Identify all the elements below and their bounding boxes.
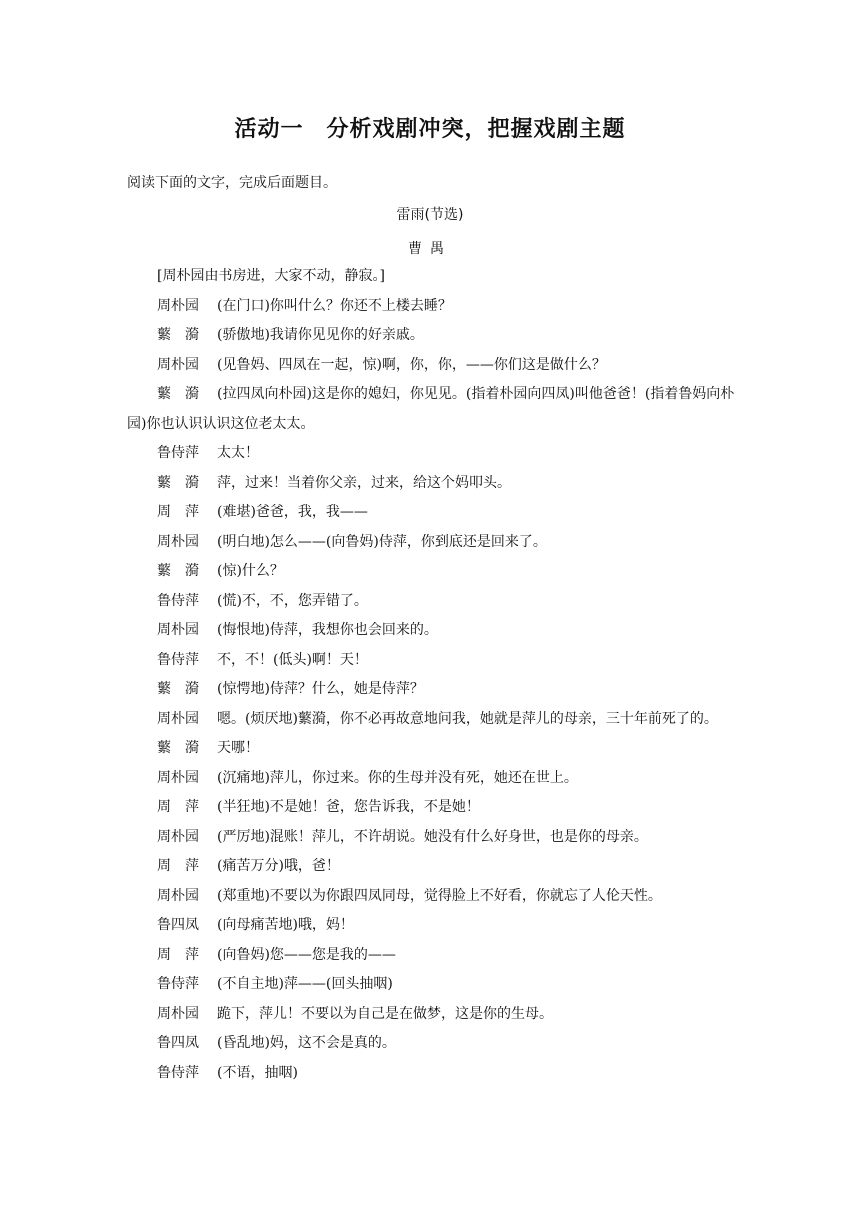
dialogue-line bbox=[127, 911, 737, 941]
speaker-name: 鲁四凤 bbox=[157, 917, 199, 933]
dialogue-line bbox=[127, 439, 737, 469]
dialogue-list bbox=[127, 292, 737, 1089]
speaker-name: 蘩漪 bbox=[157, 327, 213, 343]
speaker-name: 蘩漪 bbox=[157, 474, 213, 491]
dialogue-line bbox=[127, 793, 737, 823]
dialogue-line bbox=[127, 941, 737, 971]
dialogue-line bbox=[127, 970, 737, 1000]
speaker-name: 鲁侍萍 bbox=[157, 445, 199, 461]
speech-text: (见鲁妈、四凤在一起，惊)啊，你，你，——你们这是做什么？ bbox=[217, 356, 606, 373]
speaker-name: 周朴园 bbox=[157, 887, 199, 904]
speaker-name: 鲁四凤 bbox=[157, 1035, 199, 1051]
reading-instruction: 阅读下面的文字，完成后面题目。 bbox=[127, 175, 337, 191]
speaker-name: 周朴园 bbox=[157, 1005, 199, 1022]
dialogue-line bbox=[127, 616, 737, 646]
speech-text: (半狂地)不是她！爸，您告诉我，不是她！ bbox=[217, 799, 480, 815]
speaker-name: 周萍 bbox=[157, 504, 213, 520]
dialogue-line bbox=[127, 351, 737, 381]
speech-text: (慌)不，不，您弄错了。 bbox=[217, 592, 368, 609]
speaker-name: 周朴园 bbox=[157, 297, 199, 314]
speech-text: (悔恨地)侍萍，我想你也会回来的。 bbox=[217, 622, 438, 638]
speaker-name: 鲁侍萍 bbox=[157, 976, 199, 992]
dialogue-line bbox=[127, 675, 737, 705]
dialogue-line bbox=[127, 587, 737, 617]
speech-text: (明白地)怎么——(向鲁妈)侍萍，你到底还是回来了。 bbox=[217, 533, 547, 550]
dialogue-line bbox=[127, 1000, 737, 1030]
speaker-name: 鲁侍萍 bbox=[157, 592, 199, 609]
speech-text: (沉痛地)萍儿，你过来。你的生母并没有死，她还在世上。 bbox=[217, 769, 578, 786]
speech-text: 嗯。(烦厌地)蘩漪，你不必再故意地问我，她就是萍儿的母亲，三十年前死了的。 bbox=[217, 710, 718, 727]
speaker-name: 蘩漪 bbox=[157, 386, 213, 402]
speech-text: (难堪)爸爸，我，我—— bbox=[217, 504, 368, 520]
author-name: 曹禺 bbox=[408, 241, 452, 257]
speech-text: 太太！ bbox=[217, 445, 259, 461]
activity-title: 活动一 分析戏剧冲突，把握戏剧主题 bbox=[234, 117, 626, 142]
dialogue-line bbox=[127, 469, 737, 499]
dialogue-line bbox=[127, 823, 737, 853]
speech-text: 萍，过来！当着你父亲，过来，给这个妈叩头。 bbox=[217, 474, 511, 491]
speech-text: (拉四凤向朴园)这是你的媳妇，你见见。(指着朴园向四凤)叫他爸爸！(指着鲁妈向朴园)你也认识认识这位老太太。 bbox=[127, 386, 735, 432]
speaker-name: 周朴园 bbox=[157, 356, 199, 373]
speaker-name: 蘩漪 bbox=[157, 563, 213, 579]
dialogue-line bbox=[127, 705, 737, 735]
speech-text: (不自主地)萍——(回头抽咽) bbox=[217, 976, 393, 992]
dialogue-line bbox=[127, 646, 737, 676]
speech-text: (惊)什么？ bbox=[217, 563, 284, 579]
dialogue-line bbox=[127, 380, 737, 439]
speech-text: (骄傲地)我请你见见你的好亲戚。 bbox=[217, 327, 424, 343]
speech-text: (向母痛苦地)哦，妈！ bbox=[217, 917, 354, 933]
play-excerpt bbox=[127, 262, 737, 1088]
speaker-name: 周朴园 bbox=[157, 622, 199, 638]
speaker-name: 周萍 bbox=[157, 858, 213, 874]
speech-text: (向鲁妈)您——您是我的—— bbox=[217, 946, 396, 963]
speaker-name: 蘩漪 bbox=[157, 681, 213, 697]
speaker-name: 周萍 bbox=[157, 946, 213, 963]
speaker-name: 周朴园 bbox=[157, 710, 199, 727]
dialogue-line bbox=[127, 734, 737, 764]
speech-text: (昏乱地)妈，这不会是真的。 bbox=[217, 1035, 396, 1051]
dialogue-line bbox=[127, 764, 737, 794]
speech-text: (痛苦万分)哦，爸！ bbox=[217, 858, 340, 874]
stage-direction: [周朴园由书房进，大家不动，静寂。] bbox=[157, 268, 385, 284]
speaker-name: 周朴园 bbox=[157, 828, 199, 845]
dialogue-line bbox=[127, 1059, 737, 1089]
dialogue-line bbox=[127, 1029, 737, 1059]
speech-text: 不，不！(低头)啊！天！ bbox=[217, 651, 368, 668]
speaker-name: 周朴园 bbox=[157, 769, 199, 786]
dialogue-line bbox=[127, 321, 737, 351]
speech-text: (在门口)你叫什么？你还不上楼去睡？ bbox=[217, 297, 452, 314]
work-title: 雷雨(节选) bbox=[396, 207, 464, 223]
dialogue-line bbox=[127, 882, 737, 912]
dialogue-line bbox=[127, 852, 737, 882]
speech-text: 天哪！ bbox=[217, 740, 259, 756]
speech-text: 跪下，萍儿！不要以为自己是在做梦，这是你的生母。 bbox=[217, 1005, 553, 1022]
speech-text: (惊愕地)侍萍？什么，她是侍萍？ bbox=[217, 681, 424, 697]
speaker-name: 周萍 bbox=[157, 799, 213, 815]
dialogue-line bbox=[127, 498, 737, 528]
speaker-name: 蘩漪 bbox=[157, 740, 213, 756]
speaker-name: 周朴园 bbox=[157, 533, 199, 550]
speech-text: (郑重地)不要以为你跟四凤同母，觉得脸上不好看，你就忘了人伦天性。 bbox=[217, 887, 662, 904]
speaker-name: 鲁侍萍 bbox=[157, 1064, 199, 1081]
speech-text: (不语，抽咽) bbox=[217, 1064, 298, 1081]
dialogue-line bbox=[127, 528, 737, 558]
speech-text: (严厉地)混账！萍儿，不许胡说。她没有什么好身世，也是你的母亲。 bbox=[217, 828, 648, 845]
speaker-name: 鲁侍萍 bbox=[157, 651, 199, 668]
dialogue-line bbox=[127, 557, 737, 587]
dialogue-line bbox=[127, 292, 737, 322]
